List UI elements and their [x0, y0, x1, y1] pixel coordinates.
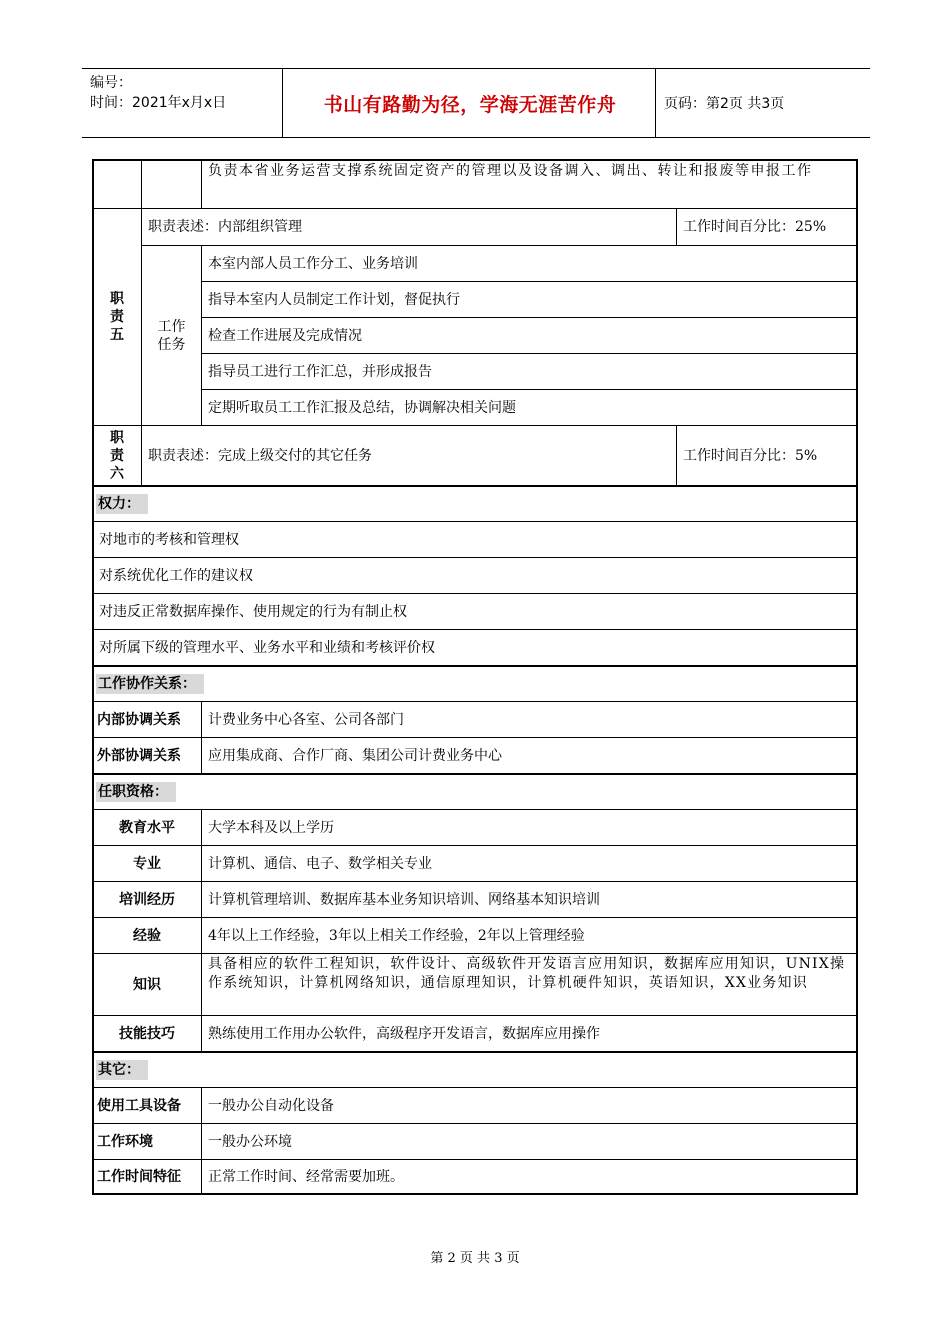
duty4-task-text: 负责本省业务运营支撑系统固定资产的管理以及设备调入、调出、转让和报废等申报工作: [201, 159, 858, 209]
qualification-label: 知识: [92, 953, 202, 1016]
qualification-label: 经验: [92, 917, 202, 954]
cooperation-title: 工作协作关系：: [96, 674, 204, 694]
duty5-tasks-label-cell: [141, 245, 202, 426]
duty6-description: 职责表述：完成上级交付的其它任务: [141, 425, 677, 486]
duty5-label: 职责五: [110, 291, 124, 343]
authority-title: 权力：: [96, 494, 148, 514]
qualification-label: 技能技巧: [92, 1015, 202, 1052]
qualification-value: 熟练使用工作用办公软件，高级程序开发语言，数据库应用操作: [201, 1015, 858, 1052]
duty5-description: 职责表述：内部组织管理: [141, 208, 677, 246]
external-coordination-label: 外部协调关系: [92, 737, 202, 774]
duty5-task: 本室内部人员工作分工、业务培训: [201, 245, 858, 282]
duty5-task: 检查工作进展及完成情况: [201, 317, 858, 354]
date-label: 时间：2021年x月x日: [90, 95, 227, 111]
qualification-value: 计算机、通信、电子、数学相关专业: [201, 845, 858, 882]
other-label: 使用工具设备: [92, 1087, 202, 1124]
qualifications-header: [92, 773, 858, 810]
qualification-value: 4年以上工作经验，3年以上相关工作经验，2年以上管理经验: [201, 917, 858, 954]
duty4-label-cell: [92, 159, 142, 209]
duty5-time-percent: 工作时间百分比：25%: [676, 208, 858, 246]
number-label: 编号：: [90, 75, 132, 91]
other-header: [92, 1051, 858, 1088]
cooperation-header: [92, 665, 858, 702]
header-left: [90, 73, 226, 113]
duty5-label-cell: [92, 208, 142, 426]
qualification-label: 培训经历: [92, 881, 202, 918]
other-title: 其它：: [96, 1060, 148, 1080]
qualifications-title: 任职资格：: [96, 782, 176, 802]
authority-header: [92, 485, 858, 522]
duty5-tasks-label: 工作任务: [157, 318, 186, 353]
header-motto: 书山有路勤为径，学海无涯苦作舟: [323, 93, 617, 116]
authority-item: 对地市的考核和管理权: [92, 521, 858, 558]
page-footer: 第 2 页 共 3 页: [430, 1251, 520, 1266]
header-page-info: 页码：第2页 共3页: [664, 96, 785, 112]
page-header: [82, 68, 870, 138]
duty5-task: 指导本室内人员制定工作计划，督促执行: [201, 281, 858, 318]
qualification-label: 教育水平: [92, 809, 202, 846]
other-value: 正常工作时间、经常需要加班。: [201, 1159, 858, 1195]
duty6-time-percent: 工作时间百分比：5%: [676, 425, 858, 486]
internal-coordination-label: 内部协调关系: [92, 701, 202, 738]
header-divider: [282, 69, 283, 137]
qualification-label: 专业: [92, 845, 202, 882]
authority-item: 对所属下级的管理水平、业务水平和业绩和考核评价权: [92, 629, 858, 666]
job-description-table: [92, 159, 858, 1195]
external-coordination-value: 应用集成商、合作厂商、集团公司计费业务中心: [201, 737, 858, 774]
other-value: 一般办公自动化设备: [201, 1087, 858, 1124]
other-label: 工作时间特征: [92, 1159, 202, 1195]
other-label: 工作环境: [92, 1123, 202, 1160]
duty4-task-label-cell: [141, 159, 202, 209]
qualification-value: 计算机管理培训、数据库基本业务知识培训、网络基本知识培训: [201, 881, 858, 918]
duty6-label: 职责六: [110, 429, 124, 482]
internal-coordination-value: 计费业务中心各室、公司各部门: [201, 701, 858, 738]
duty5-task: 指导员工进行工作汇总，并形成报告: [201, 353, 858, 390]
header-divider: [655, 69, 656, 137]
duty5-task: 定期听取员工工作汇报及总结，协调解决相关问题: [201, 389, 858, 426]
qualification-value: 大学本科及以上学历: [201, 809, 858, 846]
duty6-label-cell: [92, 425, 142, 486]
other-value: 一般办公环境: [201, 1123, 858, 1160]
authority-item: 对违反正常数据库操作、使用规定的行为有制止权: [92, 593, 858, 630]
authority-item: 对系统优化工作的建议权: [92, 557, 858, 594]
qualification-value: 具备相应的软件工程知识，软件设计、高级软件开发语言应用知识，数据库应用知识，UNIX操作系统知识，计算机网络知识，通信原理知识，计算机硬件知识，英语知识，XX业务知识: [201, 953, 858, 1016]
